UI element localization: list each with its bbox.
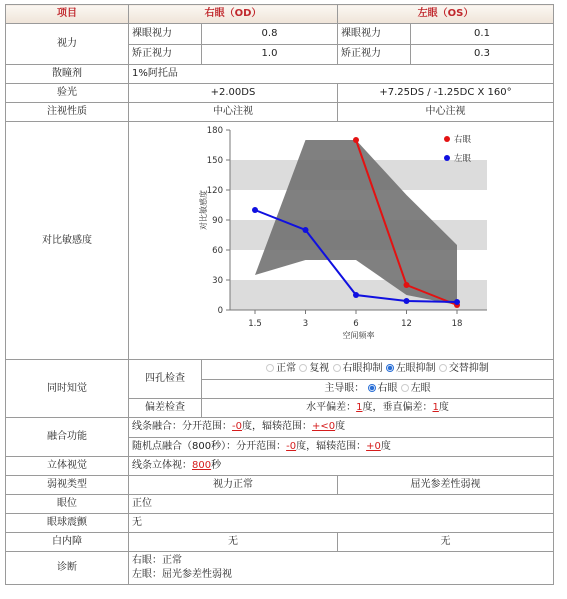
dominant-eye <box>202 379 554 399</box>
amblyopia-label: 弱视类型 <box>6 476 129 495</box>
data-point-os <box>252 207 258 213</box>
amblyopia-row <box>6 476 554 495</box>
os-naked-label: 裸眼视力 <box>338 24 411 45</box>
fusion-random: 随机点融合（800秒）：分开范围：-0度，辐辏范围：+0度 <box>129 437 554 457</box>
four-dot-option-0[interactable]: 正常 <box>266 363 296 374</box>
contrast-sensitivity-chart <box>132 122 554 354</box>
deviation-vertical-value: 1 <box>432 402 439 413</box>
dominant-label: 主导眼： <box>324 382 365 394</box>
deviation-label: 偏差检查 <box>129 399 202 418</box>
y-tick-label: 120 <box>206 186 223 196</box>
contrast-label: 对比敏感度 <box>6 122 129 360</box>
nystagmus-row <box>6 514 554 533</box>
vision-row-naked <box>6 24 554 45</box>
cycloplegic-value: 1%阿托品 <box>129 65 554 84</box>
fixation-row <box>6 103 554 122</box>
radio-icon[interactable] <box>333 364 341 372</box>
nystagmus-value: 无 <box>129 514 554 533</box>
x-tick-label: 18 <box>451 319 463 329</box>
y-tick-label: 180 <box>206 126 223 136</box>
data-point-od <box>353 137 359 143</box>
four-dot-option-4[interactable]: 交替抑制 <box>439 363 489 374</box>
fusion-line-conv-value: +<0 <box>311 421 336 433</box>
cycloplegic-row <box>6 65 554 84</box>
diagnosis-line-od: 右眼：正常 <box>132 555 182 566</box>
od-naked-value: 0.8 <box>202 24 338 45</box>
dominant-option-0[interactable]: 右眼 <box>368 383 398 394</box>
header-os: 左眼（OS） <box>338 5 554 24</box>
radio-icon[interactable] <box>299 364 307 372</box>
header-od: 右眼（OD） <box>129 5 338 24</box>
od-corrected-label: 矫正视力 <box>129 44 202 65</box>
cataract-od: 无 <box>129 533 338 552</box>
deviation-horizontal-value: 1 <box>356 402 363 413</box>
radio-selected-icon[interactable] <box>386 364 394 372</box>
radio-icon[interactable] <box>401 384 409 392</box>
y-tick-label: 60 <box>212 246 223 256</box>
legend-label: 右眼 <box>454 135 472 145</box>
x-tick-label: 1.5 <box>248 319 262 329</box>
stereo-row <box>6 457 554 476</box>
four-dot-option-1[interactable]: 复视 <box>299 363 329 374</box>
radio-selected-icon[interactable] <box>368 384 376 392</box>
amblyopia-od: 视力正常 <box>129 476 338 495</box>
data-point-os <box>303 227 309 233</box>
radio-icon[interactable] <box>266 364 274 372</box>
y-tick-label: 0 <box>217 306 223 316</box>
radio-icon[interactable] <box>439 364 447 372</box>
x-axis-label: 空间频率 <box>342 331 375 340</box>
stereo-seconds-value: 800 <box>192 460 212 471</box>
os-corrected-label: 矫正视力 <box>338 44 411 65</box>
os-corrected-value: 0.3 <box>411 44 554 65</box>
legend-marker <box>444 155 450 161</box>
diagnosis-value <box>129 552 554 585</box>
data-point-os <box>454 299 460 305</box>
diagnosis-label: 诊断 <box>6 552 129 585</box>
stereo-value: 线条立体视：800秒 <box>129 457 554 476</box>
amblyopia-os: 屈光参差性弱视 <box>338 476 554 495</box>
legend-marker <box>444 136 450 142</box>
cataract-label: 白内障 <box>6 533 129 552</box>
cataract-row <box>6 533 554 552</box>
eye-position-row <box>6 495 554 514</box>
od-corrected-value: 1.0 <box>202 44 338 65</box>
dominant-option-1[interactable]: 左眼 <box>401 383 431 394</box>
four-dot-options <box>202 360 554 380</box>
data-point-os <box>404 298 410 304</box>
y-tick-label: 30 <box>212 276 223 286</box>
y-axis-label: 对比敏感度 <box>199 190 208 230</box>
four-dot-option-2[interactable]: 右眼抑制 <box>333 363 383 374</box>
fixation-os: 中心注视 <box>338 103 554 122</box>
stereo-label: 立体视觉 <box>6 457 129 476</box>
fusion-random-sep-value: -0 <box>286 440 297 452</box>
fusion-line-sep-value: -0 <box>232 421 242 433</box>
refraction-od: +2.00DS <box>129 84 338 103</box>
diagnosis-row <box>6 552 554 585</box>
fusion-random-conv-value: +0 <box>366 440 381 452</box>
fusion-row-line <box>6 418 554 438</box>
cycloplegic-label: 散瞳剂 <box>6 65 129 84</box>
x-tick-label: 12 <box>401 319 412 329</box>
simultaneous-label: 同时知觉 <box>6 360 129 418</box>
x-tick-label: 3 <box>302 319 309 329</box>
contrast-chart-cell <box>129 122 554 360</box>
fixation-label: 注视性质 <box>6 103 129 122</box>
fixation-od: 中心注视 <box>129 103 338 122</box>
refraction-row <box>6 84 554 103</box>
od-naked-label: 裸眼视力 <box>129 24 202 45</box>
exam-report-table <box>5 4 554 585</box>
vision-label: 视力 <box>6 24 129 65</box>
header-item: 项目 <box>6 5 129 24</box>
four-dot-row <box>6 360 554 380</box>
header-row <box>6 5 554 24</box>
data-point-od <box>404 282 410 288</box>
x-tick-label: 6 <box>353 319 359 329</box>
nystagmus-label: 眼球震颤 <box>6 514 129 533</box>
y-tick-label: 150 <box>206 156 223 166</box>
eye-position-value: 正位 <box>129 495 554 514</box>
deviation-values: 水平偏差：1度，垂直偏差：1度 <box>202 399 554 418</box>
cataract-os: 无 <box>338 533 554 552</box>
fusion-label: 融合功能 <box>6 418 129 457</box>
contrast-row <box>6 122 554 360</box>
four-dot-option-3[interactable]: 左眼抑制 <box>386 363 436 374</box>
fusion-line: 线条融合：分开范围：-0度，辐辏范围：+<0度 <box>129 418 554 438</box>
refraction-os: +7.25DS / -1.25DC X 160° <box>338 84 554 103</box>
os-naked-value: 0.1 <box>411 24 554 45</box>
eye-position-label: 眼位 <box>6 495 129 514</box>
four-dot-label: 四孔检查 <box>129 360 202 399</box>
legend-label: 左眼 <box>454 154 472 164</box>
y-tick-label: 90 <box>212 216 223 226</box>
data-point-os <box>353 292 359 298</box>
refraction-label: 验光 <box>6 84 129 103</box>
diagnosis-line-os: 左眼：屈光参差性弱视 <box>132 569 232 580</box>
